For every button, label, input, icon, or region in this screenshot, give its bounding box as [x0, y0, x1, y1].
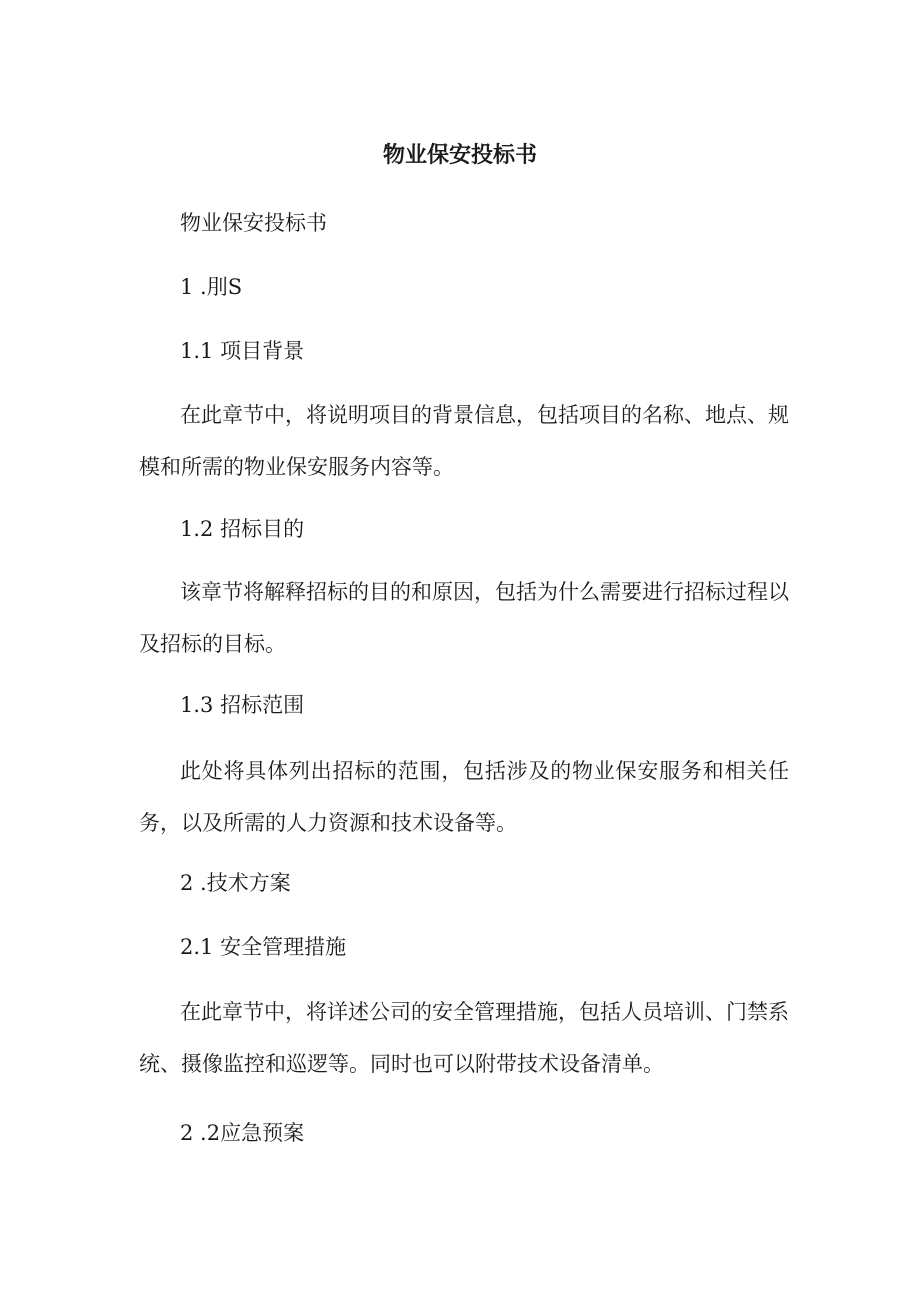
section-heading-1-3: 1.3 招标范围	[180, 693, 305, 717]
section-heading-2-1: 2.1 安全管理措施	[180, 935, 347, 959]
section-heading-2: 2 .技术方案	[180, 871, 291, 895]
paragraph-1-3: 此处将具体列出招标的范围，包括涉及的物业保安服务和相关任务，以及所需的人力资源和技术设备等。	[139, 759, 789, 835]
paragraph-1-1: 在此章节中，将说明项目的背景信息，包括项目的名称、地点、规模和所需的物业保安服务内容等。	[139, 403, 789, 479]
section-heading-2-2: 2 .2应急预案	[180, 1121, 305, 1145]
section-heading-1-1: 1.1 项目背景	[180, 339, 305, 363]
document-subtitle: 物业保安投标书	[180, 211, 327, 235]
paragraph-2-1: 在此章节中，将详述公司的安全管理措施，包括人员培训、门禁系统、摄像监控和巡逻等。同时也可以附带技术设备清单。	[139, 1000, 789, 1076]
paragraph-1-2: 该章节将解释招标的目的和原因，包括为什么需要进行招标过程以及招标的目标。	[139, 580, 789, 656]
section-heading-1-2: 1.2 招标目的	[180, 517, 305, 541]
section-heading-1: 1 .刖S	[180, 275, 243, 299]
document-title: 物业保安投标书	[382, 143, 537, 168]
